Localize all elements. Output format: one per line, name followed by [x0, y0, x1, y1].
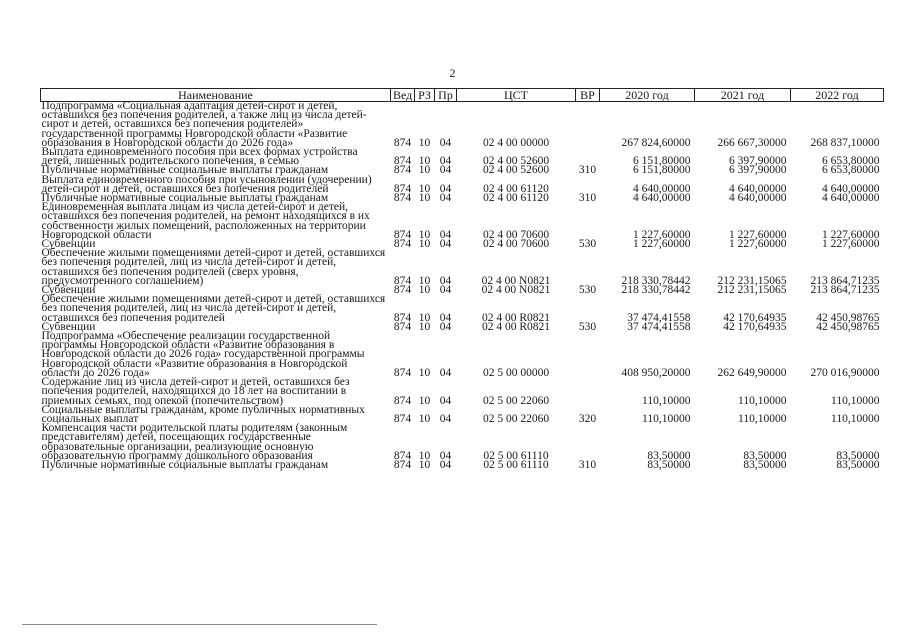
cell-2020: 4 640,00000 — [633, 182, 691, 195]
header-2022: 2022 год — [791, 89, 884, 102]
cell-2021: 83,50000 — [743, 458, 787, 471]
cell-rz: 10 — [418, 394, 431, 407]
cell-rz: 10 — [418, 238, 431, 251]
cell-2022: 270 016,90000 — [810, 366, 880, 379]
cell-ved: 874 — [393, 311, 412, 324]
cell-vr: 320 — [578, 412, 597, 425]
cell-name: Социальные выплаты гражданам, кроме публичных нормативных социальных выплат — [41, 403, 365, 425]
header-name: Наименование — [41, 89, 391, 102]
cell-2020: 4 640,00000 — [633, 192, 691, 205]
cell-2022: 83,50000 — [836, 449, 880, 462]
cell-cst: 02 4 00 52600 — [482, 164, 550, 177]
cell-2022: 213 864,71235 — [810, 284, 880, 297]
cell-2020: 6 151,80000 — [633, 164, 691, 177]
table-row — [41, 424, 884, 461]
cell-vr — [576, 249, 600, 286]
cell-rz: 10 — [418, 366, 431, 379]
cell-ved: 874 — [393, 238, 412, 251]
cell-pr: 04 — [439, 192, 452, 205]
cell-2022: 110,10000 — [831, 412, 880, 425]
cell-ved: 874 — [393, 366, 412, 379]
cell-2021: 110,10000 — [738, 412, 787, 425]
cell-2021: 83,50000 — [743, 449, 787, 462]
cell-ved: 874 — [393, 182, 412, 195]
cell-vr — [576, 102, 600, 149]
cell-rz: 10 — [418, 164, 431, 177]
cell-pr: 04 — [439, 182, 452, 195]
cell-cst: 02 4 00 61120 — [483, 182, 549, 195]
table-row — [41, 378, 884, 406]
cell-cst: 02 5 00 00000 — [482, 366, 550, 379]
cell-2022: 268 837,10000 — [810, 136, 880, 149]
cell-ved: 874 — [393, 136, 412, 149]
cell-2021: 266 667,30000 — [717, 136, 787, 149]
cell-2021: 4 640,00000 — [729, 182, 787, 195]
cell-vr: 310 — [578, 164, 597, 177]
cell-2021: 110,10000 — [738, 394, 787, 407]
cell-ved: 874 — [393, 164, 412, 177]
cell-2022: 42 450,98765 — [816, 320, 880, 333]
cell-cst: 02 4 00 R0821 — [481, 311, 551, 324]
cell-2021: 4 640,00000 — [729, 192, 787, 205]
cell-2022: 83,50000 — [836, 458, 880, 471]
cell-2020: 110,10000 — [642, 394, 691, 407]
cell-cst: 02 4 00 52600 — [482, 155, 550, 168]
cell-name: Публичные нормативные социальные выплаты гражданам — [41, 458, 329, 471]
budget-table — [40, 88, 884, 470]
cell-pr: 04 — [439, 449, 452, 462]
cell-name: Содержание лиц из числа детей-сирот и детей, оставшихся без попечения родителей, находящихся до 18 лет на воспитании в приемных семьях, под опекой (попечительством) — [41, 376, 350, 407]
cell-ved: 874 — [393, 394, 412, 407]
cell-name: Выплата единовременного пособия при усыновлении (удочерении) детей-сирот и детей, оставшихся без попечения родителей — [41, 173, 372, 195]
table-row — [41, 332, 884, 378]
cell-ved: 874 — [393, 320, 412, 333]
cell-2020: 1 227,60000 — [633, 238, 691, 251]
cell-name: Обеспечение жилыми помещениями детей-сирот и детей, оставшихся без попечения родителей, лиц из числа детей-сирот и детей, оставшихся без попечения родителей — [41, 293, 386, 324]
cell-name: Подпрограмма «Социальная адаптация детей-сирот и детей, оставшихся без попечения родителей, а также лиц из числа детей-сирот и детей, оставшихся без попечения родителей» государственной программы Новгородской области «Развитие образования в Новгородской области до 2026 года» — [41, 100, 367, 149]
table-row — [41, 249, 884, 286]
cell-2020: 83,50000 — [647, 449, 691, 462]
cell-ved: 874 — [393, 412, 412, 425]
cell-2021: 6 397,90000 — [729, 155, 787, 168]
cell-2020: 83,50000 — [647, 458, 691, 471]
cell-name: Субвенции — [41, 320, 96, 333]
cell-rz: 10 — [418, 449, 431, 462]
header-rz: РЗ — [415, 89, 435, 102]
cell-cst: 02 4 00 61120 — [483, 192, 549, 205]
cell-rz: 10 — [418, 311, 431, 324]
cell-2022: 4 640,00000 — [822, 182, 880, 195]
cell-2020: 1 227,60000 — [633, 228, 691, 241]
cell-ved: 874 — [393, 228, 412, 241]
cell-cst: 02 5 00 61110 — [483, 449, 549, 462]
cell-name: Компенсация части родительской платы родителям (законным представителям) детей, посещающих государственные образовательные организации, реализующие основную образовательную программу дошкольного образования — [41, 422, 348, 462]
cell-name: Обеспечение жилыми помещениями детей-сирот и детей, оставшихся без попечения родителей, лиц из числа детей-сирот и детей, оставшихся без попечения родителей (сверх уровня, предусмотренного соглашением) — [41, 247, 386, 287]
cell-name: Субвенции — [41, 238, 96, 251]
table-row — [41, 461, 884, 470]
page-number: 2 — [449, 66, 456, 80]
cell-2020: 267 824,60000 — [621, 136, 691, 149]
cell-vr — [576, 424, 600, 461]
cell-rz: 10 — [418, 228, 431, 241]
cell-rz: 10 — [418, 274, 431, 287]
cell-vr: 310 — [578, 458, 597, 471]
cell-rz: 10 — [418, 182, 431, 195]
cell-rz: 10 — [418, 458, 431, 471]
cell-pr: 04 — [439, 412, 452, 425]
cell-pr: 04 — [439, 155, 452, 168]
cell-ved: 874 — [393, 284, 412, 297]
cell-cst: 02 5 00 22060 — [482, 412, 550, 425]
cell-name: Субвенции — [41, 284, 96, 297]
cell-pr: 04 — [439, 228, 452, 241]
cell-name: Подпрограмма «Обеспечение реализации государственной программы Новгородской области «Развитие образования в Новгородской области до 2026 года» государственной программы Новгородской области «Развитие образования в Новгородской области до 2026 года» — [41, 330, 365, 379]
cell-2021: 212 231,15065 — [717, 284, 787, 297]
table-row — [41, 102, 884, 149]
cell-pr: 04 — [439, 136, 452, 149]
cell-vr — [576, 203, 600, 240]
cell-ved: 874 — [393, 274, 412, 287]
cell-rz: 10 — [418, 320, 431, 333]
cell-rz: 10 — [418, 412, 431, 425]
cell-rz: 10 — [418, 192, 431, 205]
cell-pr: 04 — [439, 274, 452, 287]
header-2020: 2020 год — [600, 89, 695, 102]
bottom-divider — [22, 624, 377, 625]
cell-2020: 37 474,41558 — [627, 311, 691, 324]
cell-pr: 04 — [439, 238, 452, 251]
cell-2022: 6 653,80000 — [822, 155, 880, 168]
table-row — [41, 295, 884, 323]
header-vr: ВР — [576, 89, 600, 102]
cell-2020: 6 151,80000 — [633, 155, 691, 168]
cell-2022: 213 864,71235 — [810, 274, 880, 287]
cell-cst: 02 4 00 N0821 — [481, 284, 551, 297]
cell-cst: 02 5 00 61110 — [483, 458, 549, 471]
cell-pr: 04 — [439, 311, 452, 324]
cell-vr: 530 — [578, 284, 597, 297]
table-body — [41, 102, 884, 471]
cell-name: Выплата единовременного пособия при всех формах устройства детей, лишенных родительского попечения, в семью — [41, 146, 358, 168]
cell-rz: 10 — [418, 136, 431, 149]
cell-2021: 262 649,90000 — [717, 366, 787, 379]
cell-2021: 6 397,90000 — [729, 164, 787, 177]
cell-vr — [576, 332, 600, 378]
cell-cst: 02 5 00 22060 — [482, 394, 550, 407]
cell-pr: 04 — [439, 320, 452, 333]
cell-name: Единовременная выплата лицам из числа детей-сирот и детей, оставшихся без попечения родителей, на ремонт находящихся в их собственности жилых помещений, расположенных на территории Новгородской области — [41, 201, 370, 241]
cell-2021: 1 227,60000 — [729, 228, 787, 241]
cell-2021: 212 231,15065 — [717, 274, 787, 287]
cell-name: Публичные нормативные социальные выплаты гражданам — [41, 192, 329, 205]
header-ved: Вед — [391, 89, 415, 102]
cell-vr — [576, 295, 600, 323]
cell-2020: 37 474,41558 — [627, 320, 691, 333]
cell-2022: 42 450,98765 — [816, 311, 880, 324]
header-2021: 2021 год — [695, 89, 791, 102]
cell-2022: 4 640,00000 — [822, 192, 880, 205]
cell-pr: 04 — [439, 284, 452, 297]
cell-2020: 408 950,20000 — [621, 366, 691, 379]
cell-pr: 04 — [439, 164, 452, 177]
cell-pr: 04 — [439, 458, 452, 471]
cell-2021: 1 227,60000 — [729, 238, 787, 251]
cell-vr: 310 — [578, 192, 597, 205]
cell-2022: 110,10000 — [831, 394, 880, 407]
cell-pr: 04 — [439, 394, 452, 407]
header-pr: Пр — [435, 89, 457, 102]
cell-ved: 874 — [393, 458, 412, 471]
cell-vr: 530 — [578, 238, 597, 251]
cell-cst: 02 4 00 N0821 — [481, 274, 551, 287]
header-cst: ЦСТ — [457, 89, 576, 102]
cell-name: Публичные нормативные социальные выплаты гражданам — [41, 164, 329, 177]
cell-cst: 02 4 00 00000 — [482, 136, 550, 149]
cell-ved: 874 — [393, 449, 412, 462]
cell-2021: 42 170,64935 — [723, 311, 787, 324]
cell-pr: 04 — [439, 366, 452, 379]
cell-2020: 110,10000 — [642, 412, 691, 425]
cell-ved: 874 — [393, 192, 412, 205]
cell-2020: 218 330,78442 — [621, 284, 691, 297]
cell-cst: 02 4 00 R0821 — [481, 320, 551, 333]
cell-cst: 02 4 00 70600 — [482, 228, 550, 241]
cell-vr — [576, 378, 600, 406]
cell-vr: 530 — [578, 320, 597, 333]
cell-2022: 1 227,60000 — [822, 238, 880, 251]
cell-rz: 10 — [418, 155, 431, 168]
cell-2020: 218 330,78442 — [621, 274, 691, 287]
table-row — [41, 203, 884, 240]
cell-2021: 42 170,64935 — [723, 320, 787, 333]
cell-2022: 1 227,60000 — [822, 228, 880, 241]
cell-2022: 6 653,80000 — [822, 164, 880, 177]
cell-rz: 10 — [418, 284, 431, 297]
cell-cst: 02 4 00 70600 — [482, 238, 550, 251]
cell-ved: 874 — [393, 155, 412, 168]
